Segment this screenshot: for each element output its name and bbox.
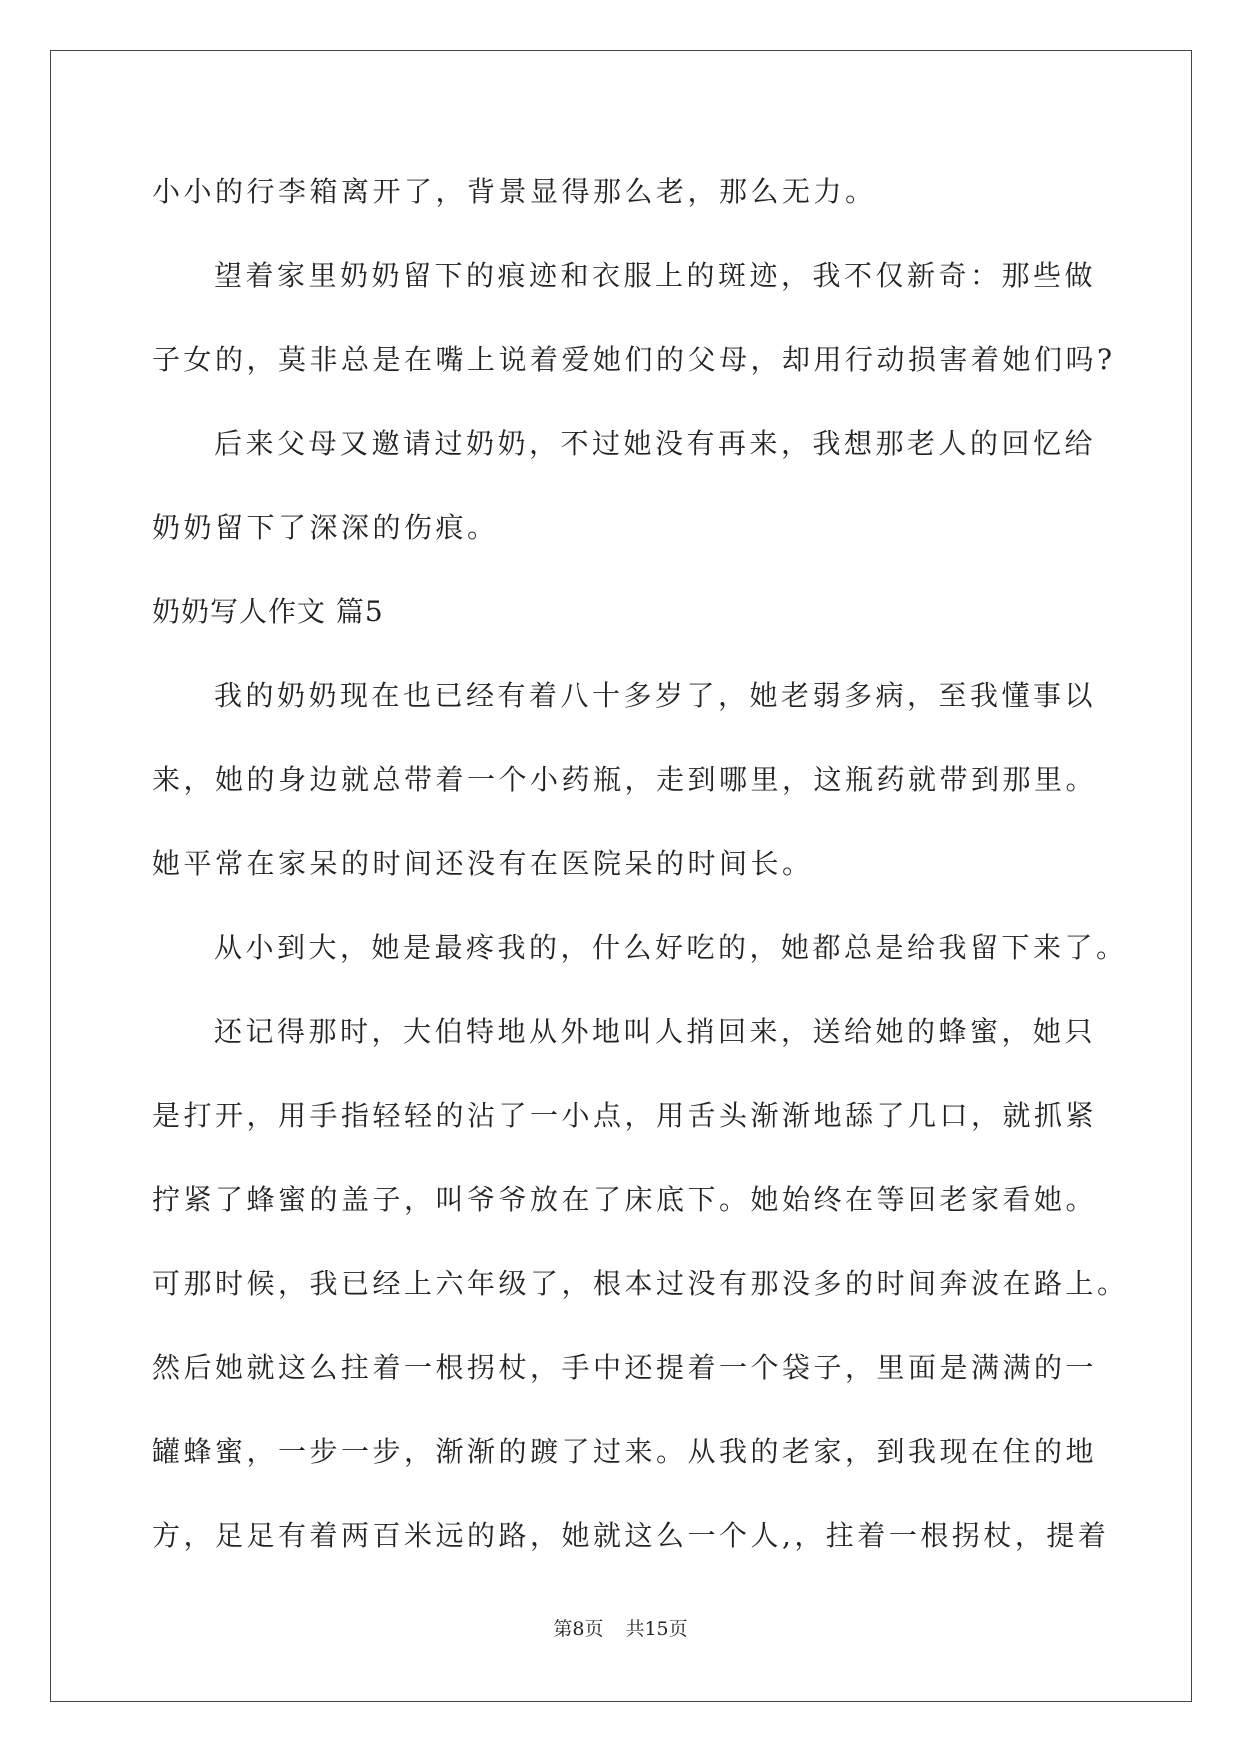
text-line-12: 是打开，用手指轻轻的沾了一小点，用舌头渐渐地舔了几口，就抓紧: [152, 1099, 1098, 1132]
text-line-14: 可那时候，我已经上六年级了，根本过没有那没多的时间奔波在路上。: [152, 1267, 1129, 1300]
section-heading: 奶奶写人作文 篇5: [152, 595, 384, 628]
text-line-16: 罐蜂蜜，一步一步，渐渐的踱了过来。从我的老家，到我现在住的地: [152, 1435, 1098, 1468]
text-line-9: 她平常在家呆的时间还没有在医院呆的时间长。: [152, 847, 814, 880]
text-line-8: 来，她的身边就总带着一个小药瓶，走到哪里，这瓶药就带到那里。: [152, 763, 1098, 796]
text-line-1: 小小的行李箱离开了，背景显得那么老，那么无力。: [152, 175, 877, 208]
page-total: 共15页: [625, 1618, 688, 1640]
text-line-17: 方，足足有着两百米远的路，她就这么一个人,，拄着一根拐杖，提着: [152, 1519, 1110, 1552]
text-line-13: 拧紧了蜂蜜的盖子，叫爷爷放在了床底下。她始终在等回老家看她。: [152, 1183, 1098, 1216]
text-line-2: 望着家里奶奶留下的痕迹和衣服上的斑迹，我不仅新奇：那些做: [214, 259, 1097, 292]
text-line-11: 还记得那时，大伯特地从外地叫人捎回来，送给她的蜂蜜，她只: [214, 1015, 1097, 1048]
text-line-4: 后来父母又邀请过奶奶，不过她没有再来，我想那老人的回忆给: [214, 427, 1097, 460]
page-footer: [0, 1614, 1241, 1641]
text-line-15: 然后她就这么拄着一根拐杖，手中还提着一个袋子，里面是满满的一: [152, 1351, 1098, 1384]
page-number: 第8页: [553, 1618, 604, 1640]
text-line-5: 奶奶留下了深深的伤痕。: [152, 511, 499, 544]
document-body: [152, 162, 1129, 1590]
text-line-7: 我的奶奶现在也已经有着八十多岁了，她老弱多病，至我懂事以: [214, 679, 1097, 712]
text-line-10: 从小到大，她是最疼我的，什么好吃的，她都总是给我留下来了。: [214, 931, 1128, 964]
text-line-3: 子女的，莫非总是在嘴上说着爱她们的父母，却用行动损害着她们吗?: [152, 343, 1116, 376]
